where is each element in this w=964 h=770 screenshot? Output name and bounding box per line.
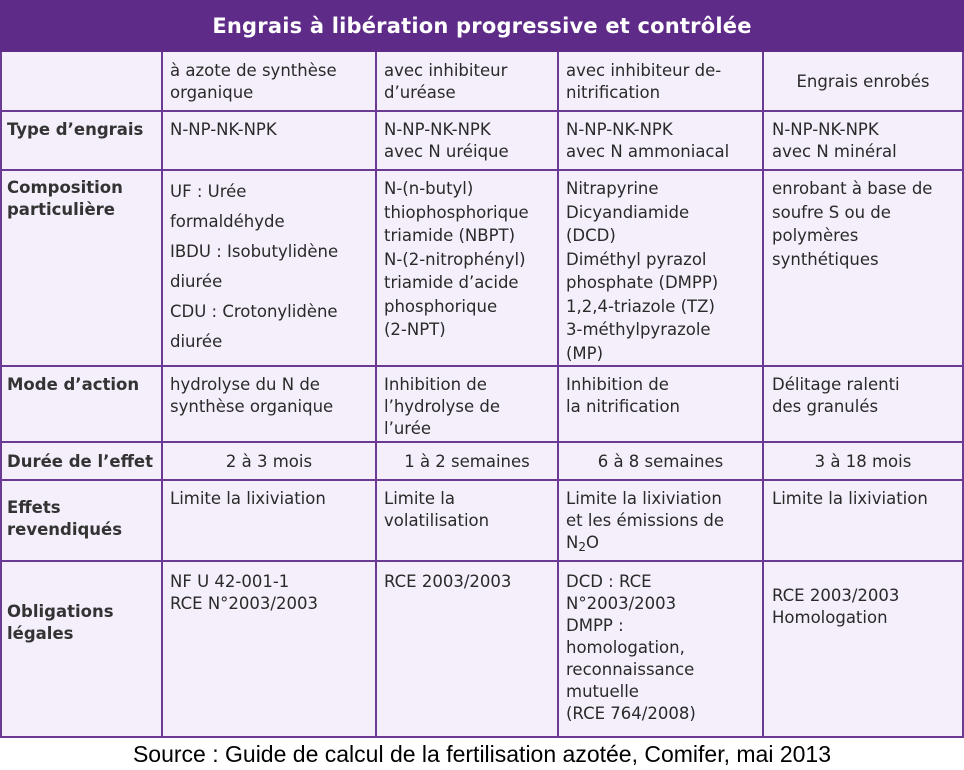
grid-line xyxy=(0,52,2,738)
row-label: Durée de l’effet xyxy=(7,452,154,471)
table-cell: 2 à 3 mois xyxy=(225,452,313,471)
grid-line xyxy=(161,52,163,738)
table-cell: NF U 42-001-1 RCE N°2003/2003 xyxy=(170,572,318,613)
table-cell: RCE 2003/2003 xyxy=(384,572,512,591)
table-cell: 6 à 8 semaines xyxy=(597,452,724,471)
row-label: Effets revendiqués xyxy=(7,498,123,539)
table-cell: DCD : RCE N°2003/2003 DMPP : homologation, reconnaissance mutuelle (RCE 764/2008) xyxy=(566,572,696,723)
table-cell: Inhibition de la nitrification xyxy=(566,375,681,416)
source-caption: Source : Guide de calcul de la fertilisation azotée, Comifer, mai 2013 xyxy=(132,741,832,767)
column-header: à azote de synthèse organique xyxy=(170,61,337,102)
table-cell: Limite la lixiviation xyxy=(170,489,326,508)
grid-line xyxy=(0,441,964,443)
table-cell: N-NP-NK-NPK avec N uréique xyxy=(384,120,509,161)
grid-line xyxy=(0,365,964,367)
table-cell: RCE 2003/2003 Homologation xyxy=(772,586,900,627)
grid-line xyxy=(0,169,964,171)
table-cell: N-NP-NK-NPK xyxy=(170,120,277,139)
table-title: Engrais à libération progressive et contrôlée xyxy=(0,0,964,52)
table-cell: N-(n-butyl) thiophosphorique triamide (NBPT) N-(2-nitrophényl) triamide d’acide phosphorique (2-NPT) xyxy=(384,179,529,339)
table-cell: 3 à 18 mois xyxy=(814,452,912,471)
column-header: avec inhibiteur de- nitrification xyxy=(566,61,722,102)
table-cell: 1 à 2 semaines xyxy=(404,452,530,471)
table-cell: Délitage ralenti des granulés xyxy=(772,375,900,416)
table-cell: Limite la lixiviation et les émissions de $N_2O$ xyxy=(566,489,725,554)
table-grid xyxy=(0,52,964,738)
column-header: Engrais enrobés xyxy=(796,72,930,91)
table-cell: Nitrapyrine Dicyandiamide (DCD) Diméthyl pyrazol phosphate (DMPP) 1,2,4-triazole (TZ) 3-méthylpyrazole (MP) xyxy=(566,179,719,363)
row-label: Mode d’action xyxy=(7,375,140,394)
grid-line xyxy=(0,479,964,481)
grid-line xyxy=(375,52,377,738)
table-cell: enrobant à base de soufre S ou de polymères synthétiques xyxy=(772,179,933,269)
table-cell: N-NP-NK-NPK avec N ammoniacal xyxy=(566,120,730,161)
grid-line xyxy=(557,52,559,738)
row-label: Type d’engrais xyxy=(7,120,144,139)
grid-line xyxy=(0,110,964,112)
grid-line xyxy=(0,560,964,562)
column-header: avec inhibiteur d’uréase xyxy=(384,61,508,102)
table-cell: hydrolyse du N de synthèse organique xyxy=(170,375,334,416)
table-cell: Limite la volatilisation xyxy=(384,489,490,530)
row-label: Composition particulière xyxy=(7,178,123,219)
grid-line xyxy=(762,52,764,738)
table-cell: Limite la lixiviation xyxy=(772,489,928,508)
table-cell: UF : Urée formaldéhyde IBDU : Isobutylidène diurée CDU : Crotonylidène diurée xyxy=(170,182,339,351)
table-cell: Inhibition de l’hydrolyse de l’urée xyxy=(384,375,501,438)
row-label: Obligations légales xyxy=(7,602,114,643)
table-cell: N-NP-NK-NPK avec N minéral xyxy=(772,120,897,161)
